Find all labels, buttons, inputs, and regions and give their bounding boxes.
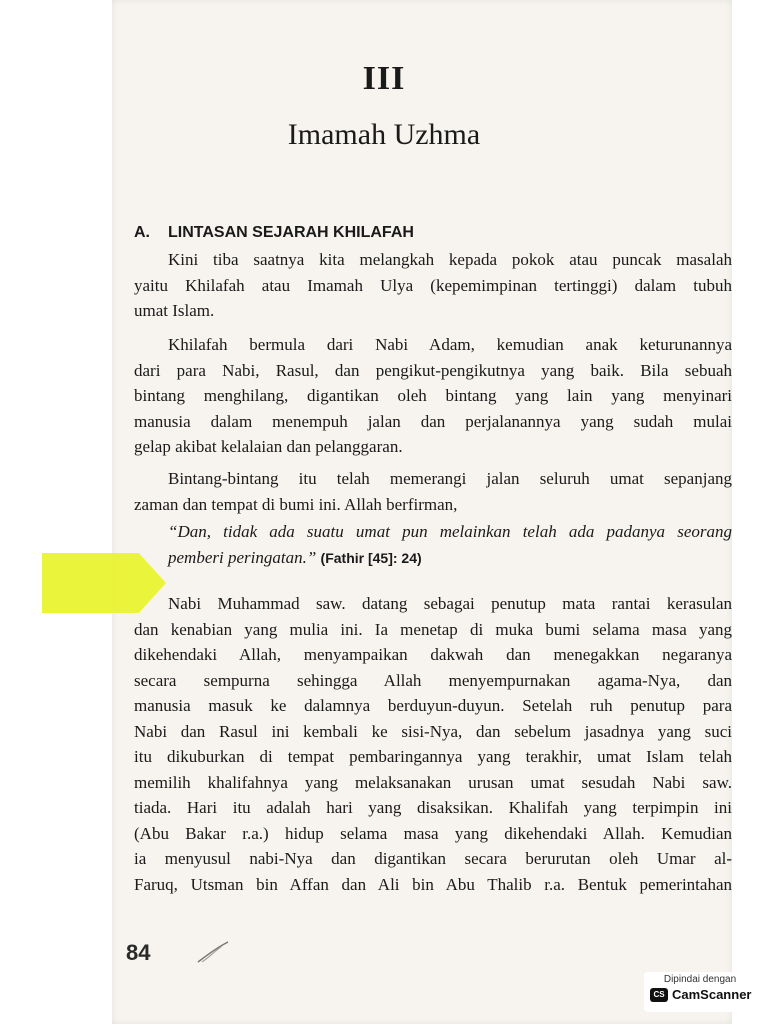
page-number: 84	[126, 940, 151, 965]
text-line: manusia dalam menempuh jalan dan perjalanannya yang sudah mulai	[134, 411, 732, 431]
text-line: bintang menghilang, digantikan oleh bintang yang lain yang menyinari	[134, 386, 732, 405]
text-line: Bintang-bintang itu telah memerangi jalan seluruh umat sepanjang	[168, 469, 732, 488]
text-line: Khilafah bermula dari Nabi Adam, kemudian anak keturunannya	[168, 335, 732, 354]
text-line: memilih khalifahnya yang melaksanakan urusan umat sesudah Nabi saw.	[134, 772, 732, 792]
section-letter: A.	[134, 224, 150, 241]
paragraph-3	[134, 466, 732, 517]
text-line: secara sempurna sehingga Allah menyempurnakan agama-Nya, dan	[134, 670, 732, 690]
text-line: Nabi dan Rasul ini kembali ke sisi-Nya, dan sebelum jasadnya yang suci	[134, 721, 732, 741]
text-line: itu dikuburkan di tempat pembaringannya yang terakhir, umat Islam telah	[134, 747, 732, 766]
quote-line: “Dan, tidak ada suatu umat pun melainkan telah ada padanya seorang	[168, 522, 732, 541]
text-line: dan kenabian yang mulia ini. Ia menetap di muka bumi selama masa yang	[134, 619, 732, 639]
watermark-brand-row	[644, 987, 756, 1002]
text-line: zaman dan tempat di bumi ini. Allah berfirman,	[134, 494, 458, 514]
quote-text: pemberi peringatan.”	[168, 547, 317, 567]
camscanner-logo-icon: CS	[650, 988, 668, 1002]
text-line: dikehendaki Allah, menyampaikan dakwah dan menegakkan negaranya	[134, 645, 732, 664]
camscanner-watermark	[644, 972, 756, 1012]
watermark-caption: Dipindai dengan	[663, 974, 737, 985]
text-line: ia menyusul nabi-Nya dan digantikan secara berurutan oleh Umar al-	[134, 849, 732, 868]
text-line: tiada. Hari itu adalah hari yang disaksikan. Khalifah yang terpimpin ini	[134, 798, 732, 817]
chapter-number: III	[362, 60, 406, 97]
quran-quote	[134, 519, 732, 570]
quote-reference: (Fathir [45]: 24)	[320, 549, 422, 566]
watermark-brand: CamScanner	[672, 987, 752, 1002]
section-title: LINTASAN SEJARAH KHILAFAH	[168, 224, 414, 241]
text-line: manusia masuk ke dalamnya berduyun-duyun. Setelah ruh penutup para	[134, 696, 732, 715]
text-line: Nabi Muhammad saw. datang sebagai penutup mata rantai kerasulan	[168, 594, 732, 613]
text-line: Kini tiba saatnya kita melangkah kepada pokok atau puncak masalah	[168, 250, 732, 269]
text-line: yaitu Khilafah atau Imamah Ulya (kepemimpinan tertinggi) dalam tubuh	[134, 275, 732, 295]
section-heading	[134, 224, 734, 242]
quote-line	[134, 545, 732, 571]
chapter-title: Imamah Uzhma	[287, 118, 481, 151]
text-line: (Abu Bakar r.a.) hidup selama masa yang dikehendaki Allah. Kemudian	[134, 823, 732, 843]
paragraph-4	[134, 591, 732, 897]
text-line: dari para Nabi, Rasul, dan pengikut-pengikutnya yang baik. Bila sebuah	[134, 360, 732, 380]
pen-mark-icon	[196, 940, 230, 964]
text-line: Faruq, Utsman bin Affan dan Ali bin Abu Thalib r.a. Bentuk pemerintahan	[134, 874, 732, 894]
text-line: gelap akibat kelalaian dan pelanggaran.	[134, 437, 403, 456]
paragraph-2	[134, 332, 732, 460]
paragraph-1	[134, 247, 732, 324]
text-line: umat Islam.	[134, 301, 215, 320]
